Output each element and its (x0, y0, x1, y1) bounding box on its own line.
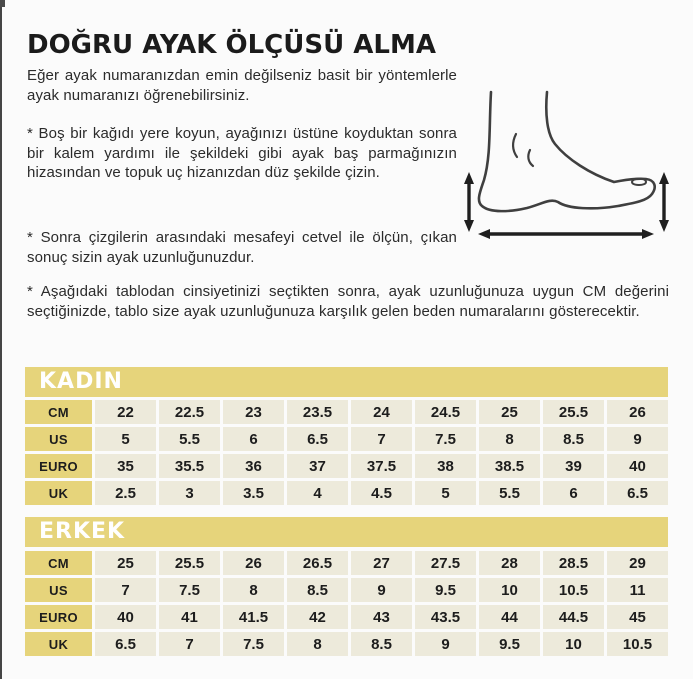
size-value-cell: 23.5 (287, 400, 348, 424)
size-value-cell: 36 (223, 454, 284, 478)
size-value-cell: 28.5 (543, 551, 604, 575)
size-value-cell: 8 (287, 632, 348, 656)
size-value-cell: 44 (479, 605, 540, 629)
size-value-cell: 26.5 (287, 551, 348, 575)
row-label-erkek-euro: EURO (25, 605, 92, 629)
size-value-cell: 25.5 (159, 551, 220, 575)
size-value-cell: 7.5 (223, 632, 284, 656)
size-value-cell: 7.5 (159, 578, 220, 602)
foot-measurement-illustration (452, 88, 692, 258)
size-value-cell: 6 (543, 481, 604, 505)
size-value-cell: 11 (607, 578, 668, 602)
size-value-cell: 8.5 (287, 578, 348, 602)
row-label-kadin-uk: UK (25, 481, 92, 505)
size-value-cell: 24 (351, 400, 412, 424)
size-value-cell: 25 (95, 551, 156, 575)
size-value-cell: 9 (351, 578, 412, 602)
size-value-cell: 10 (479, 578, 540, 602)
size-value-cell: 6 (223, 427, 284, 451)
size-value-cell: 25.5 (543, 400, 604, 424)
size-value-cell: 43 (351, 605, 412, 629)
size-value-cell: 7 (159, 632, 220, 656)
heel-height-arrow-icon (464, 172, 474, 232)
size-value-cell: 45 (607, 605, 668, 629)
size-value-cell: 39 (543, 454, 604, 478)
size-value-cell: 35 (95, 454, 156, 478)
size-value-cell: 43.5 (415, 605, 476, 629)
size-value-cell: 40 (607, 454, 668, 478)
size-value-cell: 23 (223, 400, 284, 424)
size-value-cell: 9.5 (415, 578, 476, 602)
size-value-cell: 5 (95, 427, 156, 451)
intro-text: Eğer ayak numaranızdan emin değilseniz basit bir yöntemlerle ayak numaranızı öğrenebilirsiniz. (27, 67, 457, 104)
size-value-cell: 9 (607, 427, 668, 451)
size-value-cell: 10.5 (543, 578, 604, 602)
row-label-kadin-us: US (25, 427, 92, 451)
size-value-cell: 42 (287, 605, 348, 629)
size-value-cell: 26 (607, 400, 668, 424)
size-value-cell: 6.5 (287, 427, 348, 451)
page-title: DOĞRU AYAK ÖLÇÜSÜ ALMA (27, 30, 436, 60)
size-value-cell: 6.5 (607, 481, 668, 505)
size-value-cell: 41.5 (223, 605, 284, 629)
size-value-cell: 25 (479, 400, 540, 424)
size-value-cell: 38 (415, 454, 476, 478)
size-value-cell: 4.5 (351, 481, 412, 505)
size-value-cell: 7.5 (415, 427, 476, 451)
women-size-table (25, 400, 668, 505)
row-label-kadin-euro: EURO (25, 454, 92, 478)
size-value-cell: 22 (95, 400, 156, 424)
size-value-cell: 3.5 (223, 481, 284, 505)
size-value-cell: 3 (159, 481, 220, 505)
women-table-header: KADIN (25, 367, 668, 397)
toe-height-arrow-icon (659, 172, 669, 232)
size-value-cell: 10 (543, 632, 604, 656)
row-label-erkek-cm: CM (25, 551, 92, 575)
size-value-cell: 7 (351, 427, 412, 451)
size-value-cell: 35.5 (159, 454, 220, 478)
size-value-cell: 41 (159, 605, 220, 629)
left-edge-line (0, 0, 2, 679)
size-value-cell: 7 (95, 578, 156, 602)
size-value-cell: 27 (351, 551, 412, 575)
size-value-cell: 24.5 (415, 400, 476, 424)
row-label-erkek-us: US (25, 578, 92, 602)
size-value-cell: 9.5 (479, 632, 540, 656)
size-value-cell: 40 (95, 605, 156, 629)
size-value-cell: 38.5 (479, 454, 540, 478)
size-value-cell: 2.5 (95, 481, 156, 505)
size-value-cell: 37 (287, 454, 348, 478)
step-2-text: * Sonra çizgilerin arasındaki mesafeyi cetvel ile ölçün, çıkan sonuç sizin ayak uzunluğunuzdur. (27, 229, 457, 266)
size-value-cell: 6.5 (95, 632, 156, 656)
size-value-cell: 4 (287, 481, 348, 505)
size-value-cell: 26 (223, 551, 284, 575)
size-value-cell: 27.5 (415, 551, 476, 575)
size-value-cell: 44.5 (543, 605, 604, 629)
size-value-cell: 5 (415, 481, 476, 505)
size-value-cell: 8 (479, 427, 540, 451)
foot-length-arrow-icon (478, 229, 654, 239)
size-value-cell: 9 (415, 632, 476, 656)
step-1-text: * Boş bir kağıdı yere koyun, ayağınızı üstüne koyduktan sonra bir kalem yardımı ile şekildeki gibi ayak baş parmağınızın hizasından ve topuk uç hizanızdan düz şekilde çizin. (27, 125, 457, 181)
size-value-cell: 37.5 (351, 454, 412, 478)
men-size-table (25, 551, 668, 656)
row-label-erkek-uk: UK (25, 632, 92, 656)
size-value-cell: 8 (223, 578, 284, 602)
corner-mark (0, 0, 5, 7)
size-value-cell: 29 (607, 551, 668, 575)
foot-outline-icon (479, 92, 655, 211)
size-value-cell: 10.5 (607, 632, 668, 656)
step-3-text: * Aşağıdaki tablodan cinsiyetinizi seçtikten sonra, ayak uzunluğunuza uygun CM değerini seçtiğinizde, tablo size ayak uzunluğunuza karşılık gelen beden numaralarını gösterecektir. (27, 283, 669, 320)
size-value-cell: 28 (479, 551, 540, 575)
size-value-cell: 5.5 (159, 427, 220, 451)
size-value-cell: 8.5 (351, 632, 412, 656)
size-value-cell: 8.5 (543, 427, 604, 451)
row-label-kadin-cm: CM (25, 400, 92, 424)
size-value-cell: 22.5 (159, 400, 220, 424)
men-table-header: ERKEK (25, 517, 668, 547)
size-value-cell: 5.5 (479, 481, 540, 505)
